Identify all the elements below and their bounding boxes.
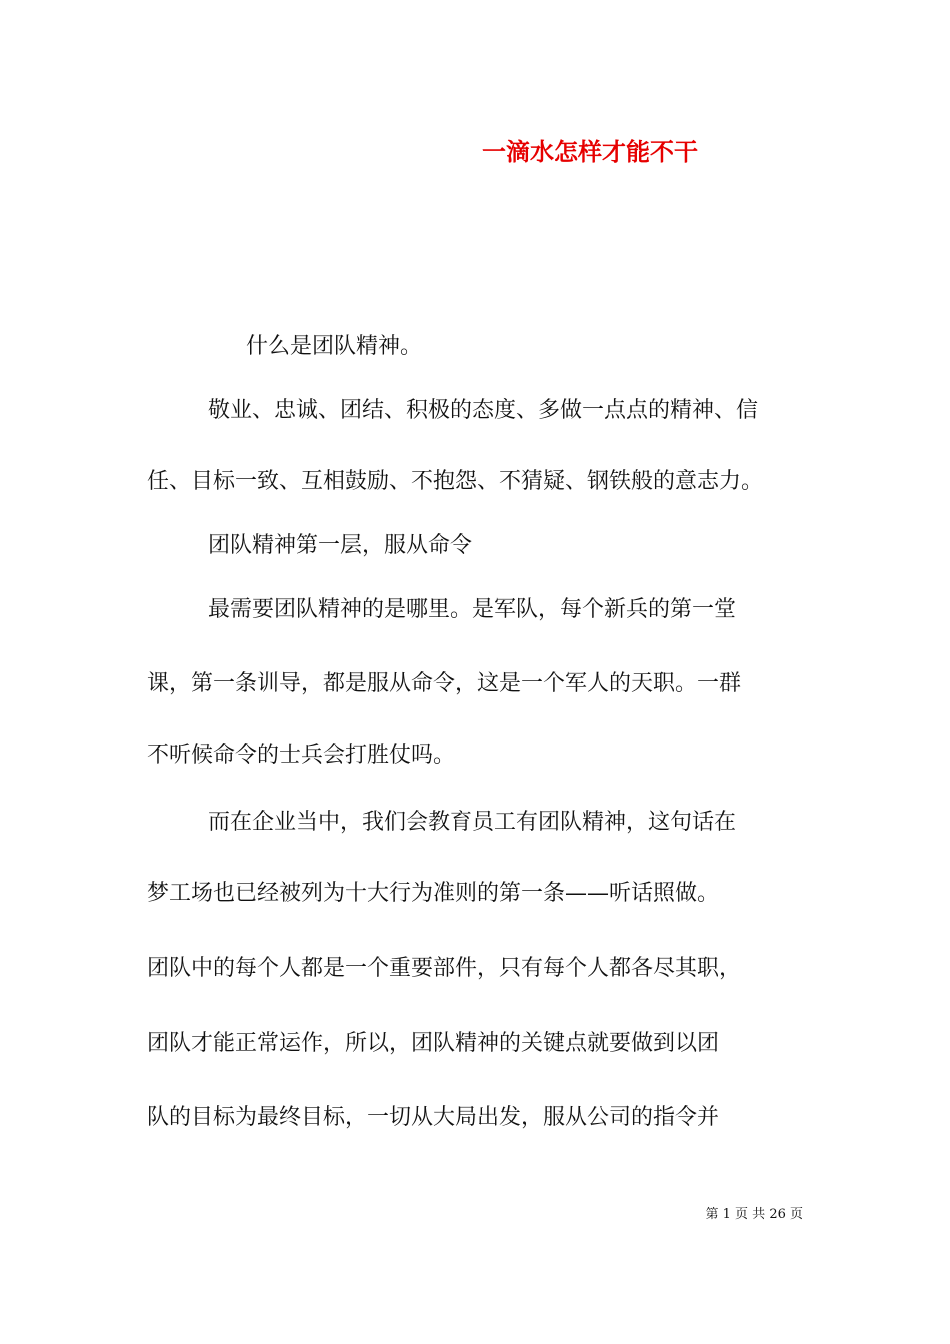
paragraph-line: 团队精神第一层，服从命令	[208, 533, 473, 558]
paragraph-line: 最需要团队精神的是哪里。是军队，每个新兵的第一堂	[208, 597, 737, 622]
paragraph-line: 梦工场也已经被列为十大行为准则的第一条——听话照做。	[147, 881, 720, 906]
paragraph-line: 任、目标一致、互相鼓励、不抱怨、不猜疑、钢铁般的意志力。	[147, 469, 764, 494]
page-number: 第 1 页 共 26 页	[705, 1207, 803, 1222]
paragraph-line: 敬业、忠诚、团结、积极的态度、多做一点点的精神、信	[208, 398, 759, 423]
paragraph-line: 队的目标为最终目标，一切从大局出发，服从公司的指令并	[147, 1105, 720, 1130]
paragraph-line: 团队才能正常运作，所以，团队精神的关键点就要做到以团	[147, 1031, 720, 1056]
paragraph-line: 不听候命令的士兵会打胜仗吗。	[147, 743, 456, 768]
paragraph-line: 而在企业当中，我们会教育员工有团队精神，这句话在	[208, 810, 737, 835]
page-title: 一滴水怎样才能不干	[482, 138, 698, 166]
paragraph-line: 什么是团队精神。	[246, 334, 423, 359]
paragraph-line: 课，第一条训导，都是服从命令，这是一个军人的天职。一群	[147, 671, 742, 696]
paragraph-line: 团队中的每个人都是一个重要部件，只有每个人都各尽其职，	[147, 956, 742, 981]
